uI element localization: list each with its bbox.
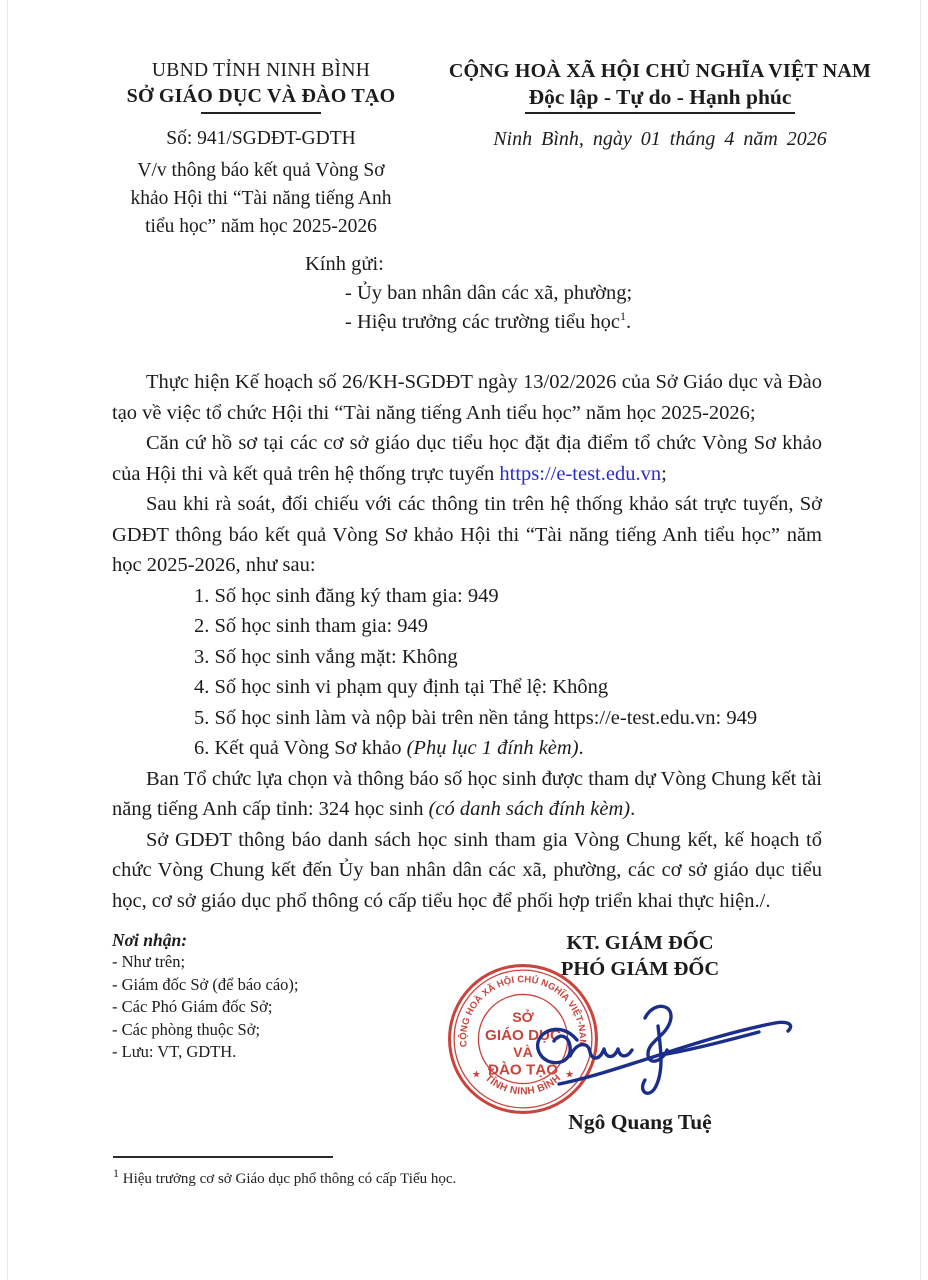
paragraph-basis-2 — [112, 428, 822, 489]
parent-agency: UBND TỈNH NINH BÌNH — [151, 60, 371, 81]
result-item-6 — [160, 733, 822, 764]
paragraph-text: ; — [661, 462, 667, 485]
noi-nhan-label: Nơi nhận: — [112, 930, 188, 950]
result-item-5: 5. Số học sinh làm và nộp bài trên nền tảng https://e-test.edu.vn: 949 — [194, 706, 758, 729]
attachment-note: (có danh sách đính kèm) — [428, 798, 631, 820]
recipient-line: - Ủy ban nhân dân các xã, phường; — [345, 282, 633, 304]
national-header-block — [442, 60, 878, 241]
e-test-link[interactable]: https://e-test.edu.vn — [499, 462, 662, 485]
noi-nhan-item: - Giám đốc Sở (để báo cáo); — [112, 974, 299, 994]
place-and-date: Ninh Bình, ngày 01 tháng 4 năm 2026 — [493, 128, 827, 150]
result-item-3: 3. Số học sinh vắng mặt: Không — [194, 645, 458, 668]
national-motto: Độc lập - Tự do - Hạnh phúc — [525, 85, 796, 114]
paragraph-text: Ban Tổ chức lựa chọn và thông báo số học sinh được tham dự Vòng Chung kết tài năng tiếng Anh cấp tỉnh: 324 học sinh — [112, 767, 822, 820]
subject-line: V/v thông báo kết quả Vòng Sơ — [137, 160, 385, 181]
noi-nhan-item: - Các Phó Giám đốc Sở; — [112, 997, 273, 1016]
salutation: Kính gửi: — [305, 253, 384, 275]
item-attachment-note: (Phụ lục 1 đính kèm) — [406, 737, 579, 759]
stamp-center-line: ĐÀO TẠO — [487, 1061, 559, 1079]
stamp-star-left-icon: ★ — [471, 1069, 481, 1081]
footnote-reference: 1 — [620, 309, 627, 324]
stamp-center-line: VÀ — [513, 1045, 533, 1062]
result-item-1: 1. Số học sinh đăng ký tham gia: 949 — [194, 584, 499, 607]
subject-line: khảo Hội thi “Tài năng tiếng Anh — [130, 188, 392, 209]
signer-position: PHÓ GIÁM ĐỐC — [560, 958, 720, 980]
result-item-4: 4. Số học sinh vi phạm quy định tại Thể lệ: Không — [194, 676, 609, 698]
document-header — [0, 60, 928, 241]
footnote-divider — [113, 1156, 333, 1158]
stamp-bottom-text: TỈNH NINH BÌNH — [482, 1072, 564, 1098]
footnote-block — [113, 1156, 821, 1188]
paragraph-text: Căn cứ hồ sơ tại các cơ sở giáo dục tiểu học đặt địa điểm tổ chức Vòng Sơ khảo của Hội thi và kết quả trên hệ thống trực tuyến — [112, 432, 822, 485]
noi-nhan-item: - Như trên; — [112, 952, 186, 971]
footnote-marker: 1 — [113, 1166, 119, 1180]
recipient-line — [345, 308, 820, 337]
recipient-text: - Hiệu trưởng các trường tiểu học — [345, 311, 621, 333]
document-body — [112, 358, 822, 916]
paragraph-selection — [112, 764, 822, 825]
document-footer — [0, 928, 928, 1158]
paragraph-basis-1: Thực hiện Kế hoạch số 26/KH-SGDĐT ngày 13/02/2026 của Sở Giáo dục và Đào tạo về việc tổ chức Hội thi “Tài năng tiếng Anh tiểu học” năm học 2025-2026; — [112, 371, 822, 424]
subject-line: tiểu học” năm học 2025-2026 — [145, 216, 377, 237]
signer-name: Ngô Quang Tuệ — [568, 1110, 712, 1134]
stamp-center-line: SỞ — [512, 1009, 534, 1026]
result-item-2: 2. Số học sinh tham gia: 949 — [194, 615, 429, 637]
salutation-block — [112, 250, 820, 337]
recipients-footer-block — [112, 930, 299, 1064]
paragraph-closing: Sở GDĐT thông báo danh sách học sinh tham gia Vòng Chung kết, kế hoạch tổ chức Vòng Chung kết đến Ủy ban nhân dân các xã, phường, các cơ sở giáo dục tiểu học, cơ sở giáo dục phổ thông có cấp tiểu học để phối hợp triển khai thực hiện./. — [112, 828, 822, 912]
issuing-agency-block — [96, 60, 426, 241]
footnote-body: Hiệu trưởng cơ sở Giáo dục phổ thông có cấp Tiểu học. — [122, 1171, 457, 1187]
footnote-text — [113, 1166, 821, 1188]
stamp-ring-text: CỘNG HOÀ XÃ HỘI CHỦ NGHĨA VIỆT-NAM — [457, 973, 589, 1048]
noi-nhan-item: - Các phòng thuộc Sở; — [112, 1019, 261, 1039]
signer-position-kt: KT. GIÁM ĐỐC — [566, 932, 714, 954]
paragraph-announcement: Sau khi rà soát, đối chiếu với các thông tin trên hệ thống khảo sát trực tuyến, Sở GDĐT thông báo kết quả Vòng Sơ khảo Hội thi “Tài năng tiếng Anh tiểu học” năm học 2025-2026, như sau: — [112, 493, 822, 576]
stamp-star-right-icon: ★ — [565, 1069, 575, 1081]
stamp-center-line: GIÁO DỤC — [485, 1027, 561, 1045]
paragraph-period: . — [630, 798, 636, 820]
document-subject — [96, 157, 426, 241]
signature-scribble — [515, 998, 810, 1103]
document-number: Số: 941/SGDĐT-GDTH — [166, 128, 356, 149]
recipient-period: . — [626, 311, 632, 333]
noi-nhan-item: - Lưu: VT, GDTH. — [112, 1042, 237, 1061]
national-title: CỘNG HOÀ XÃ HỘI CHỦ NGHĨA VIỆT NAM — [448, 60, 872, 82]
item-period: . — [578, 737, 584, 759]
agency-name: SỞ GIÁO DỤC VÀ ĐÀO TẠO — [126, 85, 396, 107]
item-text: 6. Kết quả Vòng Sơ khảo — [194, 737, 407, 759]
agency-underline — [201, 112, 321, 114]
